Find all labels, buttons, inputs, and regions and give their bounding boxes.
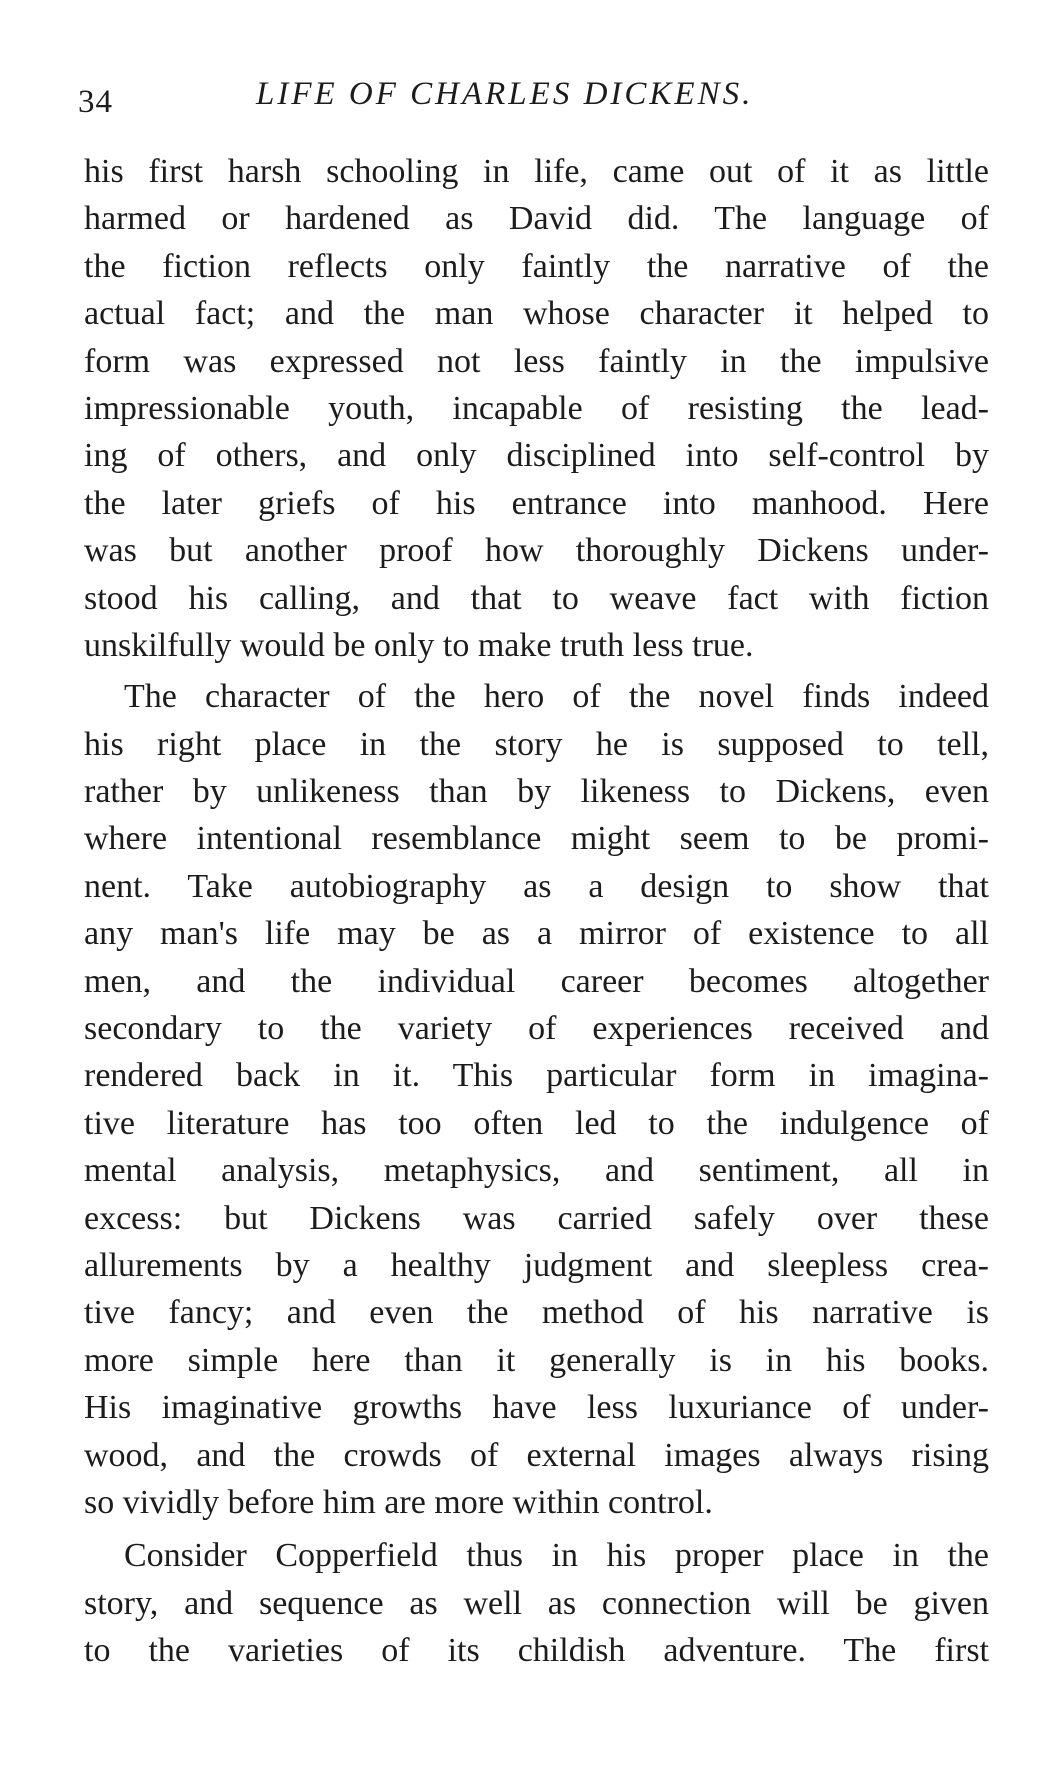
text-line: rather by unlikeness than by likeness to Dickens, even [84, 773, 989, 811]
text-line: was but another proof how thoroughly Dickens under- [84, 532, 989, 570]
text-line: mental analysis, metaphysics, and sentiment, all in [84, 1152, 989, 1190]
text-line: rendered back in it. This particular form in imagina- [84, 1057, 989, 1095]
page-header [78, 74, 988, 118]
text-line: so vividly before him are more within control. [84, 1483, 713, 1521]
text-line: the later griefs of his entrance into manhood. Here [84, 484, 989, 522]
text-line: His imaginative growths have less luxuriance of under- [84, 1389, 989, 1427]
paragraph-first-line: The character of the hero of the novel finds indeed [124, 678, 989, 716]
paragraph-first-line: Consider Copperfield thus in his proper place in the [124, 1537, 989, 1575]
page-number: 34 [78, 84, 113, 120]
text-line: impressionable youth, incapable of resisting the lead- [84, 389, 989, 427]
running-head: LIFE OF CHARLES DICKENS. [256, 76, 754, 112]
text-line: his right place in the story he is supposed to tell, [84, 725, 989, 763]
text-line: harmed or hardened as David did. The language of [84, 200, 989, 238]
text-line: ing of others, and only disciplined into self-control by [84, 437, 989, 475]
text-line: tive literature has too often led to the indulgence of [84, 1104, 989, 1142]
text-line: stood his calling, and that to weave fact with fiction [84, 579, 989, 617]
text-line: nent. Take autobiography as a design to show that [84, 867, 989, 905]
text-line: form was expressed not less faintly in the impulsive [84, 342, 989, 380]
text-line: wood, and the crowds of external images always rising [84, 1436, 989, 1474]
text-line: tive fancy; and even the method of his narrative is [84, 1294, 989, 1332]
text-line: actual fact; and the man whose character it helped to [84, 295, 989, 333]
text-line: the fiction reflects only faintly the narrative of the [84, 247, 989, 285]
text-line: allurements by a healthy judgment and sleepless crea- [84, 1246, 989, 1284]
body-text [84, 148, 989, 1675]
text-line: more simple here than it generally is in his books. [84, 1341, 989, 1379]
text-line: where intentional resemblance might seem to be promi- [84, 820, 989, 858]
text-line: to the varieties of its childish adventure. The first [84, 1632, 989, 1670]
text-line: men, and the individual career becomes altogether [84, 962, 989, 1000]
text-line: his first harsh schooling in life, came out of it as little [84, 153, 989, 190]
text-line: unskilfully would be only to make truth less true. [84, 626, 754, 664]
text-line: secondary to the variety of experiences received and [84, 1010, 989, 1048]
text-line: any man's life may be as a mirror of existence to all [84, 915, 989, 953]
text-line: excess: but Dickens was carried safely over these [84, 1199, 989, 1237]
text-line: story, and sequence as well as connection will be given [84, 1584, 989, 1622]
